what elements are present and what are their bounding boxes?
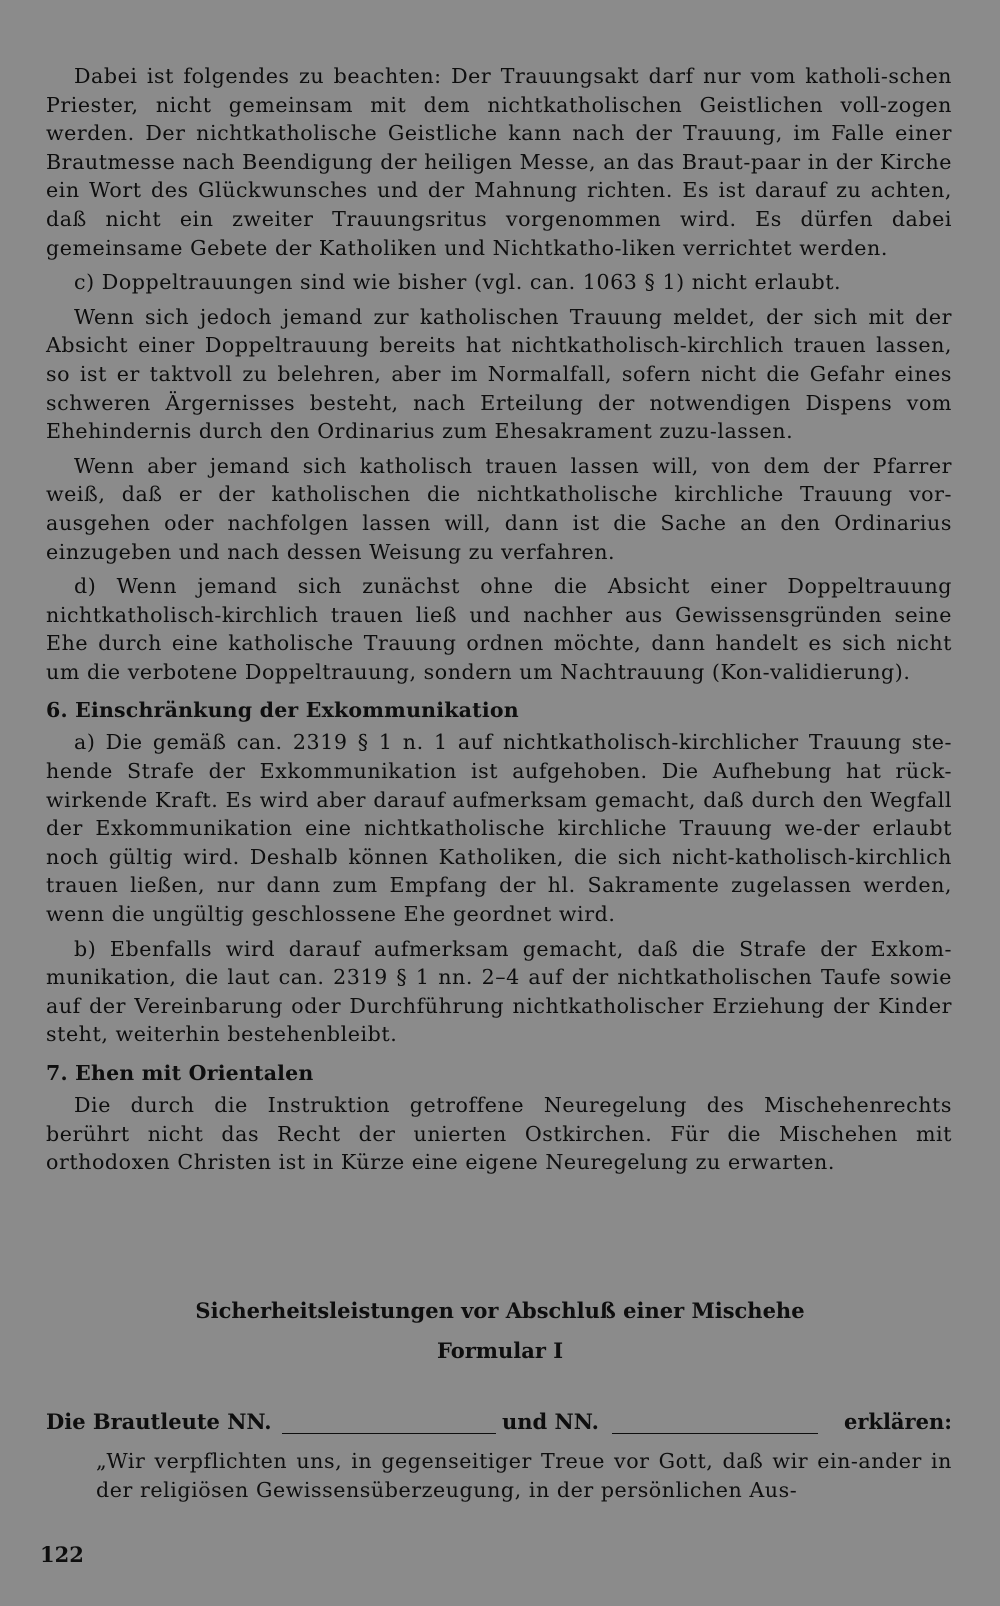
paragraph-7: Die durch die Instruktion getroffene Neuregelung des Mischehenrechts berührt nicht das Recht der unierten Ostkirchen. Für die Mischehen mit orthodoxen Christen ist in Kürze eine eigene Neuregelung zu erwarten. [46,1093,952,1175]
paragraph-dabei: Dabei ist folgendes zu beachten: Der Trauungsakt darf nur vom katholi-schen Priester, nicht gemeinsam mit dem nichtkatholischen Geistlichen voll-zogen werden. Der nichtkatholische Geistliche kann nach der Trauung, im Falle einer Brautmesse nach Beendigung der heiligen Messe, an das Braut-paar in der Kirche ein Wort des Glückwunsches und der Mahnung richten. Es ist darauf zu achten, daß nicht ein zweiter Trauungsritus vorgenommen wird. Es dürfen dabei gemeinsame Gebete der Katholiken und Nichtkatho-liken verrichtet werden. [46,64,952,260]
paragraph-6b: b) Ebenfalls wird darauf aufmerksam gemacht, daß die Strafe der Exkom-munikation, die laut can. 2319 § 1 nn. 2–4 auf der nichtkatholischen Taufe sowie auf der Vereinbarung oder Durchführung nichtkatholischer Erziehung der Kinder steht, weiterhin bestehenbleibt. [46,936,952,1047]
blank-name-1 [282,1433,496,1434]
form-line-start: Die Brautleute NN. [46,1409,272,1434]
paragraph-c-doppeltrauungen: c) Doppeltrauungen sind wie bisher (vgl. can. 1063 § 1) nicht erlaubt. [74,270,842,295]
form-quote: „Wir verpflichten uns, in gegenseitiger Treue vor Gott, daß wir ein-ander in der religiösen Gewissensüberzeugung, in der persönlichen Aus- [96,1449,952,1502]
form-subtitle: Formular I [436,1338,564,1363]
section-6-heading: 6. Einschränkung der Exkommunikation [46,698,519,723]
section-7-heading: 7. Ehen mit Orientalen [46,1061,314,1085]
form-line-mid: und NN. [502,1409,599,1434]
paragraph-wenn-sich-jedoch: Wenn sich jedoch jemand zur katholischen Trauung meldet, der sich mit der Absicht einer Doppeltrauung bereits hat nichtkatholisch-kirchlich trauen lassen, so ist er taktvoll zu belehren, aber im Normalfall, sofern nicht die Gefahr eines schweren Ärgernisses besteht, nach Erteilung der notwendigen Dispens vom Ehehindernis durch den Ordinarius zum Ehesakrament zuzu-lassen. [46,304,952,444]
page-number: 122 [40,1542,84,1567]
paragraph-d-nachtrauung: d) Wenn jemand sich zunächst ohne die Absicht einer Doppeltrauung nichtkatholisch-kirchlich trauen ließ und nachher aus Gewissensgründen seine Ehe durch eine katholische Trauung ordnen möchte, dann handelt es sich nicht um die verbotene Doppeltrauung, sondern um Nachtrauung (Kon-validierung). [46,574,952,684]
form-declaration-line [46,1409,952,1441]
form-title: Sicherheitsleistungen vor Abschluß einer Mischehe [195,1298,805,1323]
paragraph-6a: a) Die gemäß can. 2319 § 1 n. 1 auf nichtkatholisch-kirchlicher Trauung ste-hende Strafe der Exkommunikation ist aufgehoben. Die Aufhebung hat rück-wirkende Kraft. Es wird aber darauf aufmerksam gemacht, daß durch den Wegfall der Exkommunikation eine nichtkatholische kirchliche Trauung we-der erlaubt noch gültig wird. Deshalb können Katholiken, die sich nicht-katholisch-kirchlich trauen ließen, nur dann zum Empfang der hl. Sakramente zugelassen werden, wenn die ungültig geschlossene Ehe geordnet wird. [46,730,952,927]
form-line-end: erklären: [843,1409,952,1434]
blank-name-2 [612,1433,818,1434]
paragraph-wenn-aber: Wenn aber jemand sich katholisch trauen lassen will, von dem der Pfarrer weiß, daß er der katholischen die nichtkatholische kirchliche Trauung vor-ausgehen oder nachfolgen lassen will, dann ist die Sache an den Ordinarius einzugeben und nach dessen Weisung zu verfahren. [46,453,952,564]
main-text [46,62,952,1183]
